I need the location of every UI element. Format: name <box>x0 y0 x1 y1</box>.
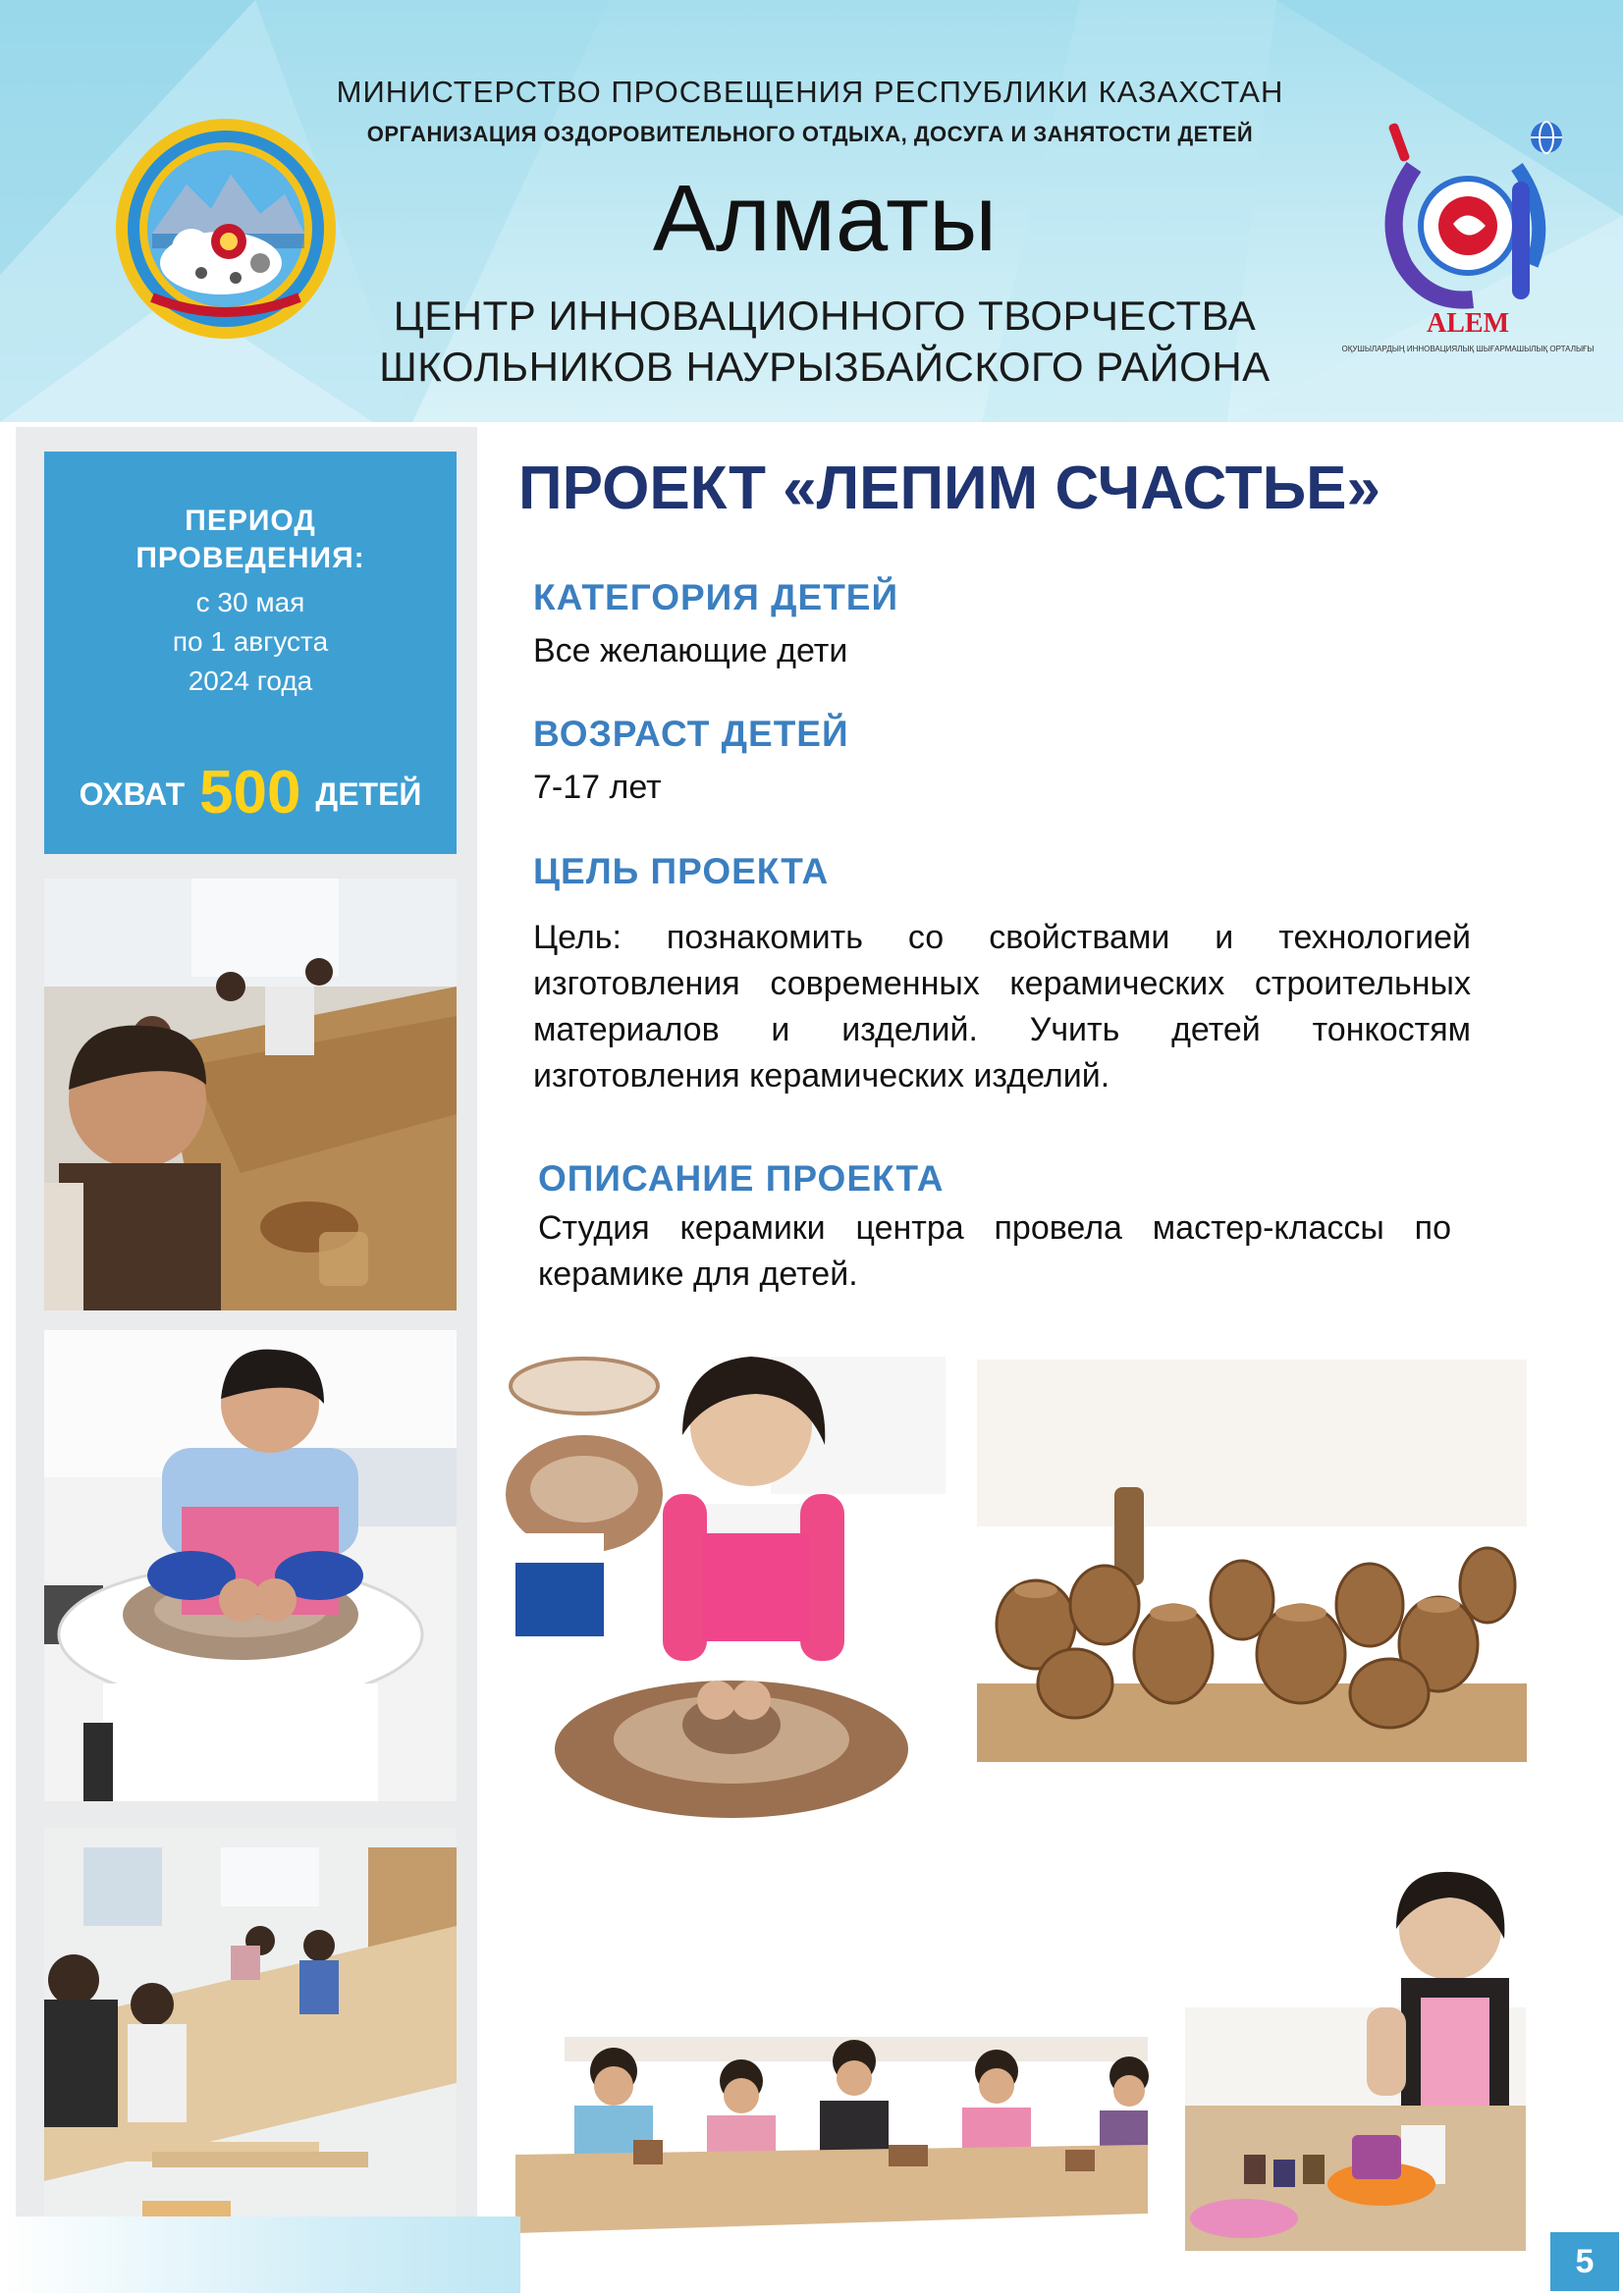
period-label-line-2: ПРОВЕДЕНИЯ: <box>135 542 365 574</box>
period-info-box <box>44 452 457 854</box>
photo-children-clay-table <box>515 1860 1148 2251</box>
reach-info <box>44 758 457 828</box>
center-name-line-2: ШКОЛЬНИКОВ НАУРЫЗБАЙСКОГО РАЙОНА <box>379 344 1271 390</box>
photo-girl-painting <box>1185 1860 1526 2251</box>
category-text: Все желающие дети <box>533 632 848 669</box>
globe-icon <box>1531 122 1562 153</box>
period-label <box>44 503 457 577</box>
page-number: 5 <box>1550 2232 1619 2291</box>
goal-text: Цель: познакомить со свойствами и технологией изготовления современных керамических строительных материалов и изделий. Учить детей тонкостям изготовления керамических изделий. <box>533 919 1471 1095</box>
ministry-heading: МИНИСТЕРСТВО ПРОСВЕЩЕНИЯ РЕСПУБЛИКИ КАЗАХСТАН <box>336 75 1284 109</box>
photo-studio-boy <box>44 879 457 1310</box>
center-name <box>295 291 1355 393</box>
description-heading: ОПИСАНИЕ ПРОЕКТА <box>538 1158 945 1199</box>
photo-boy-pottery-wheel <box>44 1330 457 1801</box>
date-start: с 30 мая <box>195 587 305 617</box>
alem-logo-text: ALEM <box>1427 308 1509 339</box>
period-label-line-1: ПЕРИОД <box>185 505 316 537</box>
alem-logo-subtext: ОҚУШЫЛАРДЫҢ ИННОВАЦИЯЛЫҚ ШЫҒАРМАШЫЛЫҚ ОРТАЛЫҒЫ <box>1341 345 1595 353</box>
footer-band <box>0 2216 520 2293</box>
center-name-line-1: ЦЕНТР ИННОВАЦИОННОГО ТВОРЧЕСТВА <box>393 293 1257 339</box>
photo-girl-pottery-wheel <box>515 1357 946 1811</box>
goal-heading: ЦЕЛЬ ПРОЕКТА <box>533 851 830 891</box>
page-header <box>0 0 1623 422</box>
city-heading: Алматы <box>652 166 998 271</box>
reach-number: 500 <box>199 759 301 827</box>
photo-classroom <box>44 1828 457 2265</box>
age-text: 7-17 лет <box>533 769 662 806</box>
description-text: Студия керамики центра провела мастер-классы по керамике для детей. <box>538 1209 1451 1293</box>
alem-logo-icon <box>1341 108 1595 363</box>
organization-heading: ОРГАНИЗАЦИЯ ОЗДОРОВИТЕЛЬНОГО ОТДЫХА, ДОСУГА И ЗАНЯТОСТИ ДЕТЕЙ <box>366 122 1254 146</box>
reach-prefix: ОХВАТ <box>79 776 186 812</box>
photo-ceramic-pots <box>977 1360 1527 1816</box>
date-end: по 1 августа <box>172 626 329 657</box>
period-dates <box>44 583 457 701</box>
date-year: 2024 года <box>188 666 313 696</box>
age-heading: ВОЗРАСТ ДЕТЕЙ <box>533 714 849 754</box>
reach-suffix: ДЕТЕЙ <box>315 776 422 812</box>
category-heading: КАТЕГОРИЯ ДЕТЕЙ <box>533 577 899 617</box>
project-title: ПРОЕКТ «ЛЕПИМ СЧАСТЬЕ» <box>518 454 1381 522</box>
